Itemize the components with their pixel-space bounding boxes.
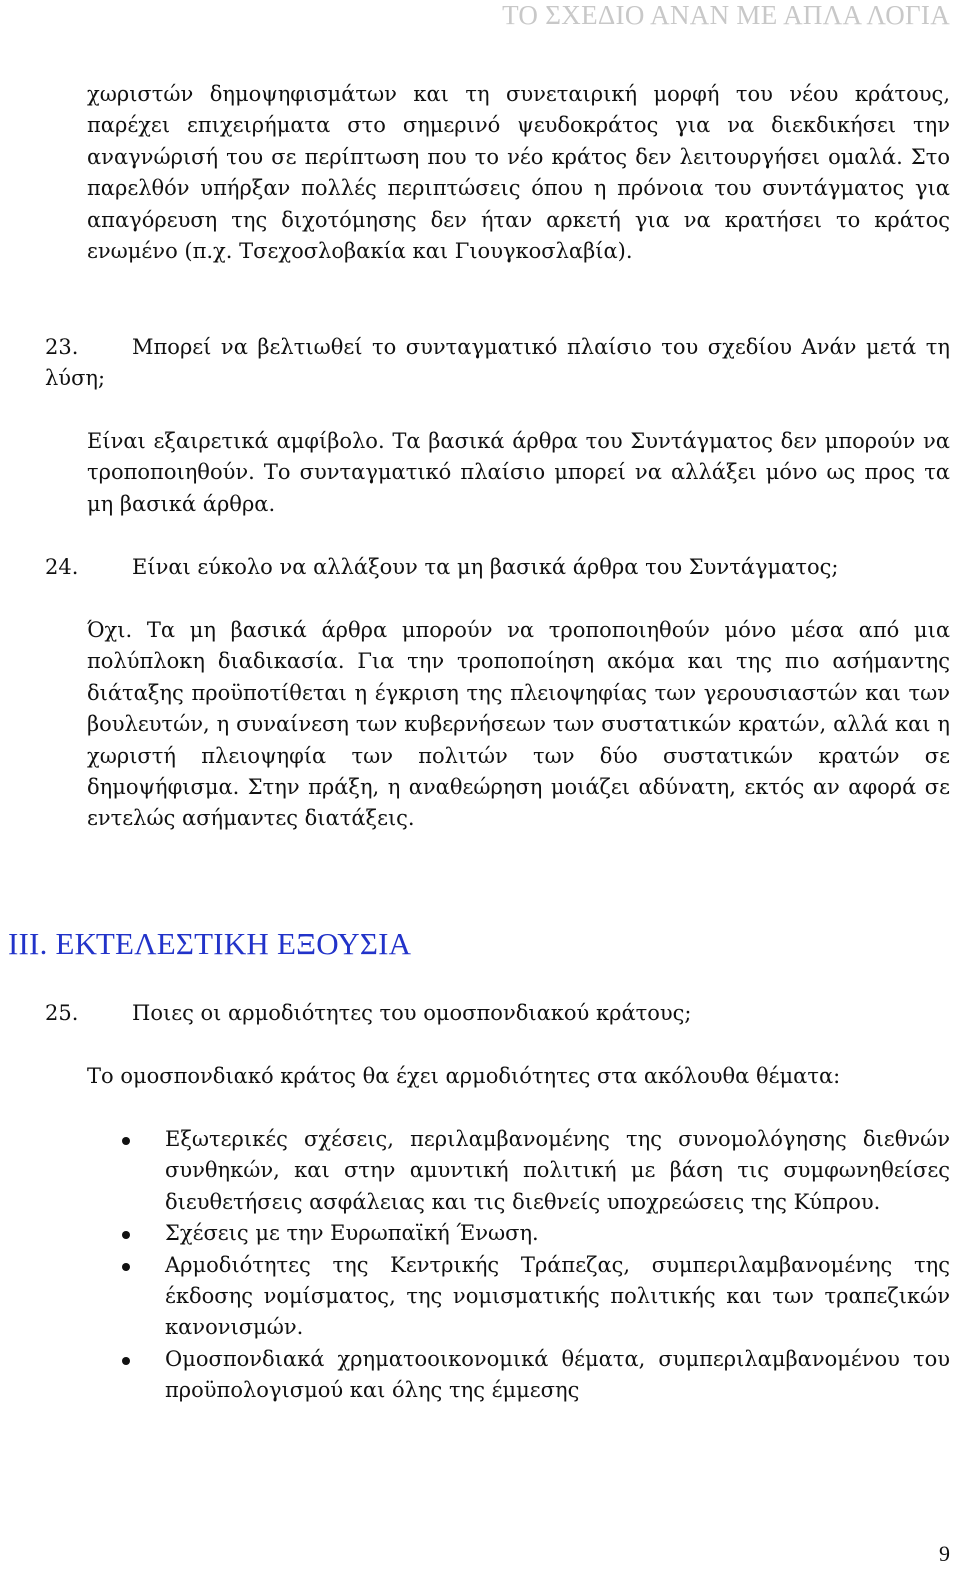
list-item [120, 1250, 950, 1344]
list-item [120, 1124, 950, 1218]
list-item-text: Αρμοδιότητες της Κεντρικής Τράπεζας, συμπεριλαμβανομένης της έκδοσης νομίσματος, της νομισματικής πολιτικής και των τραπεζικών κανονισμών. [165, 1252, 950, 1340]
answer-25-block [87, 1061, 950, 1092]
bullet-icon [122, 1357, 130, 1365]
section-heading: ΙΙΙ. ΕΚΤΕΛΕΣΤΙΚΗ ΕΞΟΥΣΙΑ [8, 926, 412, 961]
list-item-text: Σχέσεις με την Ευρωπαϊκή Ένωση. [165, 1221, 539, 1246]
bullet-icon [122, 1137, 130, 1145]
intro-paragraph: χωριστών δημοψηφισμάτων και τη συνεταιρική μορφή του νέου κράτους, παρέχει επιχειρήματα στο σημερινό ψευδοκράτος για να διεκδικήσει την αναγνώρισή του σε περίπτωση που το νέο κράτος δεν λειτουργήσει ομαλά. Στο παρελθόν υπήρξαν πολλές περιπτώσεις όπου η πρόνοια του συντάγματος για απαγόρευση της διχοτόμησης δεν ήταν αρκετή για να κρατήσει το κράτος ενωμένο (π.χ. Τσεχοσλοβακία και Γιουγκοσλαβία). [87, 82, 950, 264]
answer-24: Όχι. Τα μη βασικά άρθρα μπορούν να τροποποιηθούν μόνο μέσα από μια πολύπλοκη διαδικασία. Για την τροποποίηση ακόμα και της πιο ασήμαντης διάταξης προϋποτίθεται η έγκριση της πλειοψηφίας των γερουσιαστών και των βουλευτών, η συναίνεση των κυβερνήσεων των συστατικών κρατών, αλλά και η χωριστή πλειοψηφία των πολιτών των δύο συστατικών κρατών σε δημοψήφισμα. Στην πράξη, η αναθεώρηση μοιάζει αδύνατη, εκτός αν αφορά σε εντελώς ασήμαντες διατάξεις. [87, 618, 950, 831]
answer-23: Είναι εξαιρετικά αμφίβολο. Τα βασικά άρθρα του Συντάγματος δεν μπορούν να τροποποιηθούν. Το συνταγματικό πλαίσιο μπορεί να αλλάξει μόνο ως προς τα μη βασικά άρθρα. [87, 429, 950, 516]
question-text: Είναι εύκολο να αλλάξουν τα μη βασικά άρθρα του Συντάγματος; [132, 555, 839, 579]
question-text: Μπορεί να βελτιωθεί το συνταγματικό πλαίσιο του σχεδίου Ανάν μετά τη λύση; [45, 335, 950, 391]
question-number: 25. [45, 1001, 79, 1025]
question-23 [45, 332, 950, 395]
running-header: ΤΟ ΣΧΕΔΙΟ ΑΝΑΝ ΜΕ ΑΠΛΑ ΛΟΓΙΑ [502, 0, 950, 30]
intro-paragraph-block [87, 79, 950, 267]
bullet-icon [122, 1263, 130, 1271]
question-number: 23. [45, 335, 79, 359]
question-24 [45, 552, 950, 583]
question-text: Ποιες οι αρμοδιότητες του ομοσπονδιακού κράτους; [132, 1001, 692, 1025]
competences-list [120, 1124, 950, 1407]
list-item-text: Εξωτερικές σχέσεις, περιλαμβανομένης της συνομολόγησης διεθνών συνθηκών, και στην αμυντική πολιτική με βάση τις συμφωνηθείσες διευθετήσεις ασφάλειας και τις διεθνείς υποχρεώσεις της Κύπρου. [165, 1127, 950, 1214]
bullet-icon [122, 1231, 130, 1239]
answer-24-block [87, 615, 950, 835]
question-number: 24. [45, 555, 79, 579]
question-25 [45, 998, 950, 1029]
list-item [120, 1344, 950, 1407]
list-item [120, 1218, 950, 1249]
answer-23-block [87, 426, 950, 520]
answer-25-intro: Το ομοσπονδιακό κράτος θα έχει αρμοδιότητες στα ακόλουθα θέματα: [87, 1064, 841, 1088]
page-number: 9 [939, 1541, 950, 1566]
list-item-text: Ομοσπονδιακά χρηματοοικονομικά θέματα, συμπεριλαμβανομένου του προϋπολογισμού και όλης της έμμεσης [165, 1346, 950, 1403]
